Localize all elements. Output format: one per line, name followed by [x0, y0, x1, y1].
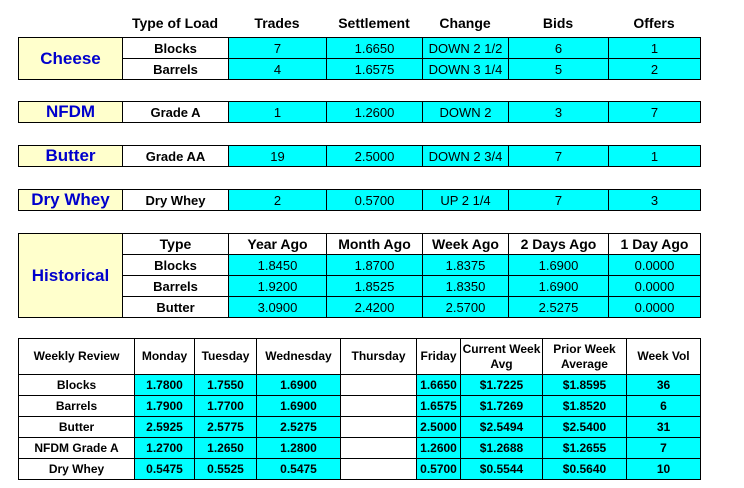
header-offers: Offers — [633, 15, 675, 31]
butter-settlement: 2.5000 — [327, 146, 423, 167]
historical-cell: 1.6900 — [509, 255, 609, 276]
weekly-cell: 1.7800 — [135, 375, 195, 396]
historical-cell: 1.8700 — [327, 255, 423, 276]
weekly-cell-thursday — [341, 375, 417, 396]
weekly-cell: 1.6900 — [257, 396, 341, 417]
weekly-review-table — [18, 338, 701, 480]
historical-cell: 3.0900 — [229, 297, 327, 318]
weekly-cell-thursday — [341, 417, 417, 438]
historical-header-1-day-ago: 1 Day Ago — [609, 234, 701, 255]
cheese-label: Cheese — [19, 38, 123, 80]
weekly-header-friday: Friday — [417, 339, 461, 375]
nfdm-settlement: 1.2600 — [327, 102, 423, 123]
historical-row-type: Barrels — [123, 276, 229, 297]
butter-label: Butter — [19, 146, 123, 167]
weekly-cell: 7 — [627, 438, 701, 459]
weekly-cell: 36 — [627, 375, 701, 396]
header-change: Change — [439, 15, 491, 31]
butter-type: Grade AA — [123, 146, 229, 167]
historical-cell: 1.6900 — [509, 276, 609, 297]
historical-cell: 1.8525 — [327, 276, 423, 297]
weekly-cell: 1.2800 — [257, 438, 341, 459]
weekly-row — [19, 459, 701, 480]
historical-row-type: Blocks — [123, 255, 229, 276]
weekly-cell: 1.2700 — [135, 438, 195, 459]
weekly-cell: 1.6575 — [417, 396, 461, 417]
weekly-cell: 31 — [627, 417, 701, 438]
cheese-blocks-settlement: 1.6650 — [327, 38, 423, 59]
cheese-barrels-offers: 2 — [609, 59, 701, 80]
weekly-row-label: Dry Whey — [19, 459, 135, 480]
weekly-cell: 2.5275 — [257, 417, 341, 438]
historical-cell: 1.9200 — [229, 276, 327, 297]
weekly-cell: 1.7550 — [195, 375, 257, 396]
weekly-cell: 1.7700 — [195, 396, 257, 417]
drywhey-offers: 3 — [609, 190, 701, 211]
weekly-cell: 2.5000 — [417, 417, 461, 438]
cheese-barrels-type: Barrels — [123, 59, 229, 80]
drywhey-type: Dry Whey — [123, 190, 229, 211]
weekly-header-prior-week-average: Prior Week Average — [543, 339, 627, 375]
butter-change: DOWN 2 3/4 — [423, 146, 509, 167]
nfdm-label: NFDM — [19, 102, 123, 123]
weekly-header-thursday: Thursday — [341, 339, 417, 375]
weekly-cell: 0.5525 — [195, 459, 257, 480]
historical-header-week-ago: Week Ago — [423, 234, 509, 255]
nfdm-trades: 1 — [229, 102, 327, 123]
weekly-cell: $0.5544 — [461, 459, 543, 480]
weekly-header-tuesday: Tuesday — [195, 339, 257, 375]
weekly-header-monday: Monday — [135, 339, 195, 375]
nfdm-bids: 3 — [509, 102, 609, 123]
cheese-barrels-settlement: 1.6575 — [327, 59, 423, 80]
weekly-cell: $0.5640 — [543, 459, 627, 480]
drywhey-table — [18, 189, 701, 211]
weekly-cell: $1.7225 — [461, 375, 543, 396]
weekly-cell-thursday — [341, 438, 417, 459]
weekly-cell-thursday — [341, 396, 417, 417]
weekly-cell: 0.5475 — [257, 459, 341, 480]
nfdm-table — [18, 101, 701, 123]
weekly-cell: 0.5700 — [417, 459, 461, 480]
weekly-cell: $1.8595 — [543, 375, 627, 396]
weekly-cell: 6 — [627, 396, 701, 417]
weekly-cell: 2.5925 — [135, 417, 195, 438]
weekly-cell: $1.7269 — [461, 396, 543, 417]
weekly-cell: 1.7900 — [135, 396, 195, 417]
weekly-row — [19, 438, 701, 459]
weekly-cell: 1.6900 — [257, 375, 341, 396]
cheese-barrels-change: DOWN 3 1/4 — [423, 59, 509, 80]
butter-table — [18, 145, 701, 167]
weekly-cell: 2.5775 — [195, 417, 257, 438]
historical-cell: 1.8375 — [423, 255, 509, 276]
weekly-cell: 1.2600 — [417, 438, 461, 459]
historical-cell: 1.8450 — [229, 255, 327, 276]
drywhey-trades: 2 — [229, 190, 327, 211]
weekly-cell: 0.5475 — [135, 459, 195, 480]
historical-label: Historical — [19, 234, 123, 318]
weekly-header-wednesday: Wednesday — [257, 339, 341, 375]
weekly-cell: 1.6650 — [417, 375, 461, 396]
butter-offers: 1 — [609, 146, 701, 167]
cheese-table — [18, 37, 701, 80]
cheese-barrels-bids: 5 — [509, 59, 609, 80]
weekly-row-label: NFDM Grade A — [19, 438, 135, 459]
weekly-row — [19, 375, 701, 396]
weekly-row-label: Blocks — [19, 375, 135, 396]
historical-cell: 2.4200 — [327, 297, 423, 318]
nfdm-type: Grade A — [123, 102, 229, 123]
historical-header-2-days-ago: 2 Days Ago — [509, 234, 609, 255]
drywhey-change: UP 2 1/4 — [423, 190, 509, 211]
weekly-row — [19, 396, 701, 417]
drywhey-settlement: 0.5700 — [327, 190, 423, 211]
header-type-of-load: Type of Load — [131, 15, 219, 31]
butter-trades: 19 — [229, 146, 327, 167]
historical-row-type: Butter — [123, 297, 229, 318]
cheese-blocks-offers: 1 — [609, 38, 701, 59]
historical-cell: 1.8350 — [423, 276, 509, 297]
cheese-blocks-bids: 6 — [509, 38, 609, 59]
header-trades: Trades — [254, 15, 300, 31]
butter-bids: 7 — [509, 146, 609, 167]
weekly-header-current-week-avg: Current Week Avg — [461, 339, 543, 375]
nfdm-change: DOWN 2 — [423, 102, 509, 123]
historical-cell: 0.0000 — [609, 297, 701, 318]
weekly-cell: $1.2655 — [543, 438, 627, 459]
cheese-blocks-change: DOWN 2 1/2 — [423, 38, 509, 59]
drywhey-bids: 7 — [509, 190, 609, 211]
historical-header-year-ago: Year Ago — [229, 234, 327, 255]
cheese-blocks-type: Blocks — [123, 38, 229, 59]
header-bids: Bids — [542, 15, 574, 31]
header-settlement: Settlement — [338, 15, 410, 31]
cheese-barrels-trades: 4 — [229, 59, 327, 80]
weekly-cell: 1.2650 — [195, 438, 257, 459]
historical-cell: 2.5700 — [423, 297, 509, 318]
cheese-blocks-trades: 7 — [229, 38, 327, 59]
historical-cell: 2.5275 — [509, 297, 609, 318]
weekly-cell-thursday — [341, 459, 417, 480]
historical-table — [18, 233, 701, 318]
weekly-cell: $1.8520 — [543, 396, 627, 417]
nfdm-offers: 7 — [609, 102, 701, 123]
weekly-cell: $2.5494 — [461, 417, 543, 438]
weekly-cell: 10 — [627, 459, 701, 480]
weekly-header-review: Weekly Review — [19, 339, 135, 375]
drywhey-label: Dry Whey — [19, 190, 123, 211]
historical-header-month-ago: Month Ago — [327, 234, 423, 255]
historical-cell: 0.0000 — [609, 255, 701, 276]
weekly-row-label: Butter — [19, 417, 135, 438]
historical-cell: 0.0000 — [609, 276, 701, 297]
weekly-row — [19, 417, 701, 438]
historical-header-type: Type — [123, 234, 229, 255]
weekly-cell: $1.2688 — [461, 438, 543, 459]
weekly-row-label: Barrels — [19, 396, 135, 417]
weekly-cell: $2.5400 — [543, 417, 627, 438]
weekly-header-week-vol: Week Vol — [627, 339, 701, 375]
